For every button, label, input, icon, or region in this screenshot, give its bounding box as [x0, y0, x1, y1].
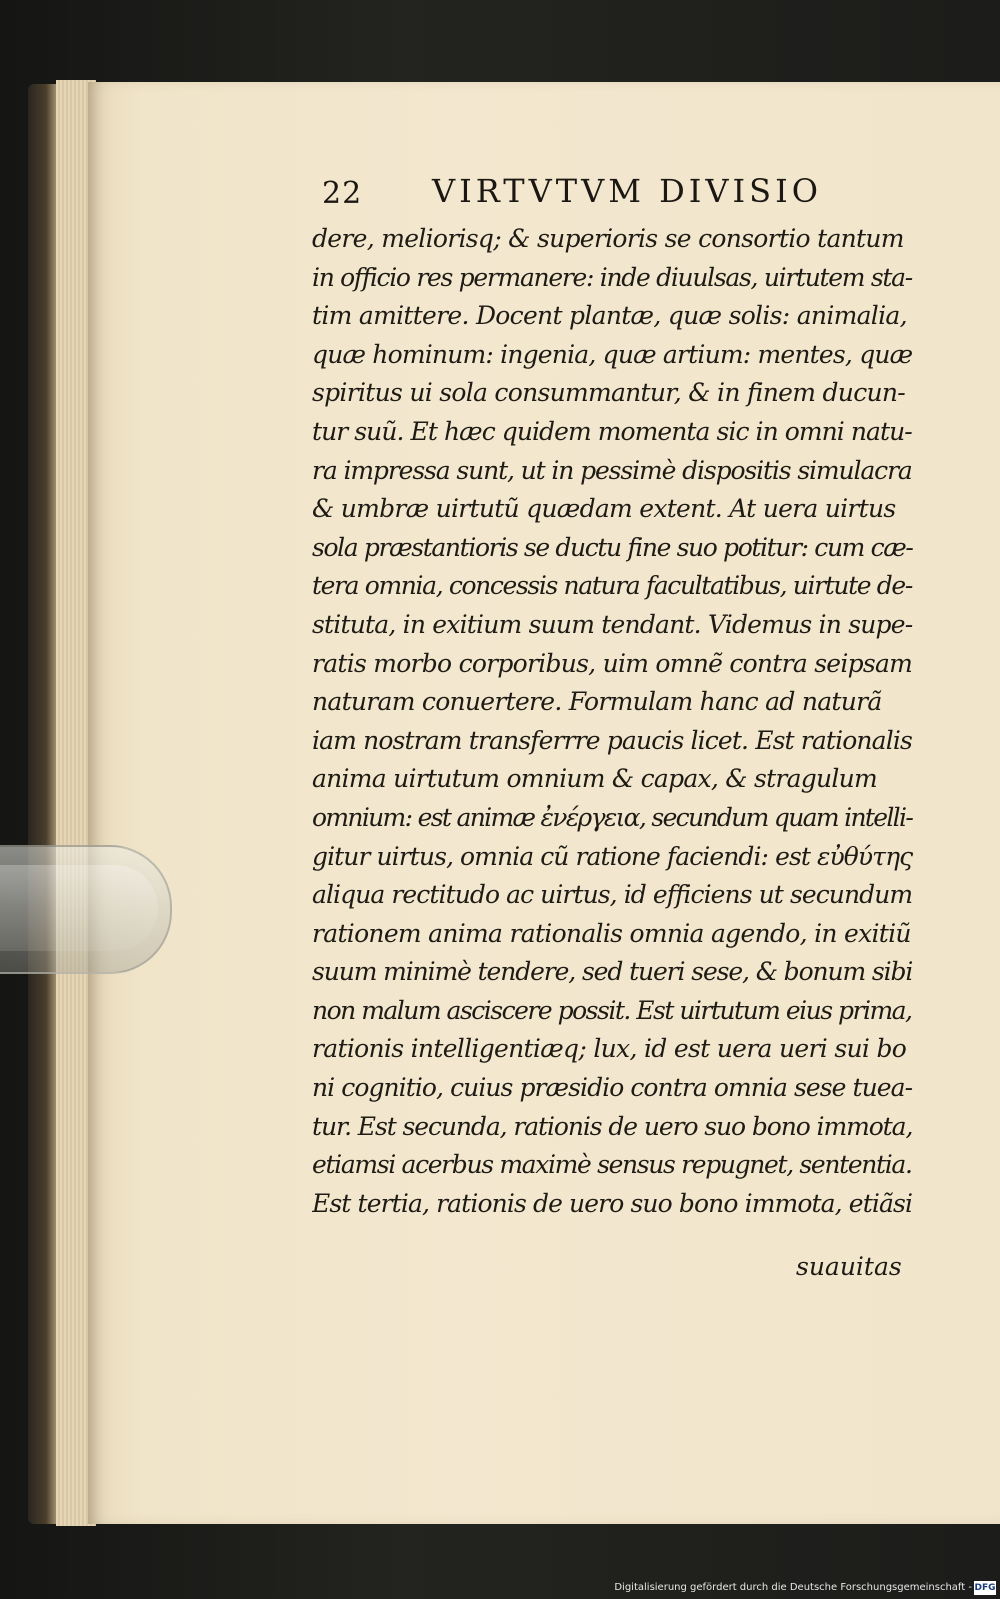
text-line: omnium: est animæ ἐνέργεια, secundum quam intelli-	[312, 802, 913, 832]
text-line: naturam conuertere. Formulam hanc ad naturã	[312, 687, 882, 717]
text-line: non malum asciscere possit. Est uirtutum eius prima,	[312, 995, 912, 1025]
text-line: tim amittere. Docent plantæ, quæ solis: animalia,	[312, 301, 907, 331]
text-line: stituta, in exitium suum tendant. Videmus in supe-	[312, 609, 913, 639]
text-line: rationis intelligentiæq; lux, id est uera ueri sui bo	[312, 1034, 907, 1064]
page-header	[0, 172, 1000, 216]
text-line: rationem anima rationalis omnia agendo, in exitiũ	[312, 918, 911, 948]
page-holder-clip-highlight	[0, 865, 158, 951]
text-line: ra impressa sunt, ut in pessimè dispositis simulacra	[312, 455, 912, 485]
text-line: gitur uirtus, omnia cũ ratione faciendi: est εὐθύτης	[312, 841, 913, 871]
text-line: tera omnia, concessis natura facultatibus, uirtute de-	[312, 571, 912, 601]
text-line: ratis morbo corporibus, uim omnẽ contra seipsam	[312, 648, 913, 678]
digitization-credit: Digitalisierung gefördert durch die Deutsche Forschungsgemeinschaft -	[614, 1582, 972, 1593]
text-line: in officio res permanere: inde diuulsas, uirtutem sta-	[312, 262, 912, 292]
text-line: tur suũ. Et hæc quidem momenta sic in omni natu-	[312, 416, 912, 446]
text-block	[312, 220, 922, 1223]
text-line: suum minimè tendere, sed tueri sese, & bonum sibi	[312, 957, 913, 987]
text-line: dere, meliorisq; & superioris se consortio tantum	[312, 224, 904, 253]
catchword: suauitas	[796, 1252, 902, 1281]
text-line: anima uirtutum omnium & capax, & stragulum	[312, 764, 878, 794]
text-line: sola præstantioris se ductu fine suo potitur: cum cæ-	[312, 532, 913, 562]
text-line: spiritus ui sola consummantur, & in finem ducun-	[312, 378, 906, 408]
text-line: tur. Est secunda, rationis de uero suo bono immota,	[312, 1111, 913, 1141]
running-head: VIRTVTVM DIVISIO	[432, 172, 822, 210]
dfg-logo: DFG	[974, 1583, 996, 1593]
text-line: iam nostram transferrre paucis licet. Est rationalis	[312, 725, 912, 755]
text-line: & umbræ uirtutũ quædam extent. At uera uirtus	[312, 494, 896, 524]
text-line: ni cognitio, cuius præsidio contra omnia sese tuea-	[312, 1073, 913, 1103]
page-number: 22	[322, 176, 363, 211]
text-line: Est tertia, rationis de uero suo bono immota, etiãsi	[312, 1188, 913, 1218]
text-line: quæ hominum: ingenia, quæ artium: mentes, quæ	[312, 339, 913, 369]
text-line: aliqua rectitudo ac uirtus, id efficiens ut secundum	[312, 880, 913, 910]
text-line: etiamsi acerbus maximè sensus repugnet, sententia.	[312, 1150, 912, 1180]
